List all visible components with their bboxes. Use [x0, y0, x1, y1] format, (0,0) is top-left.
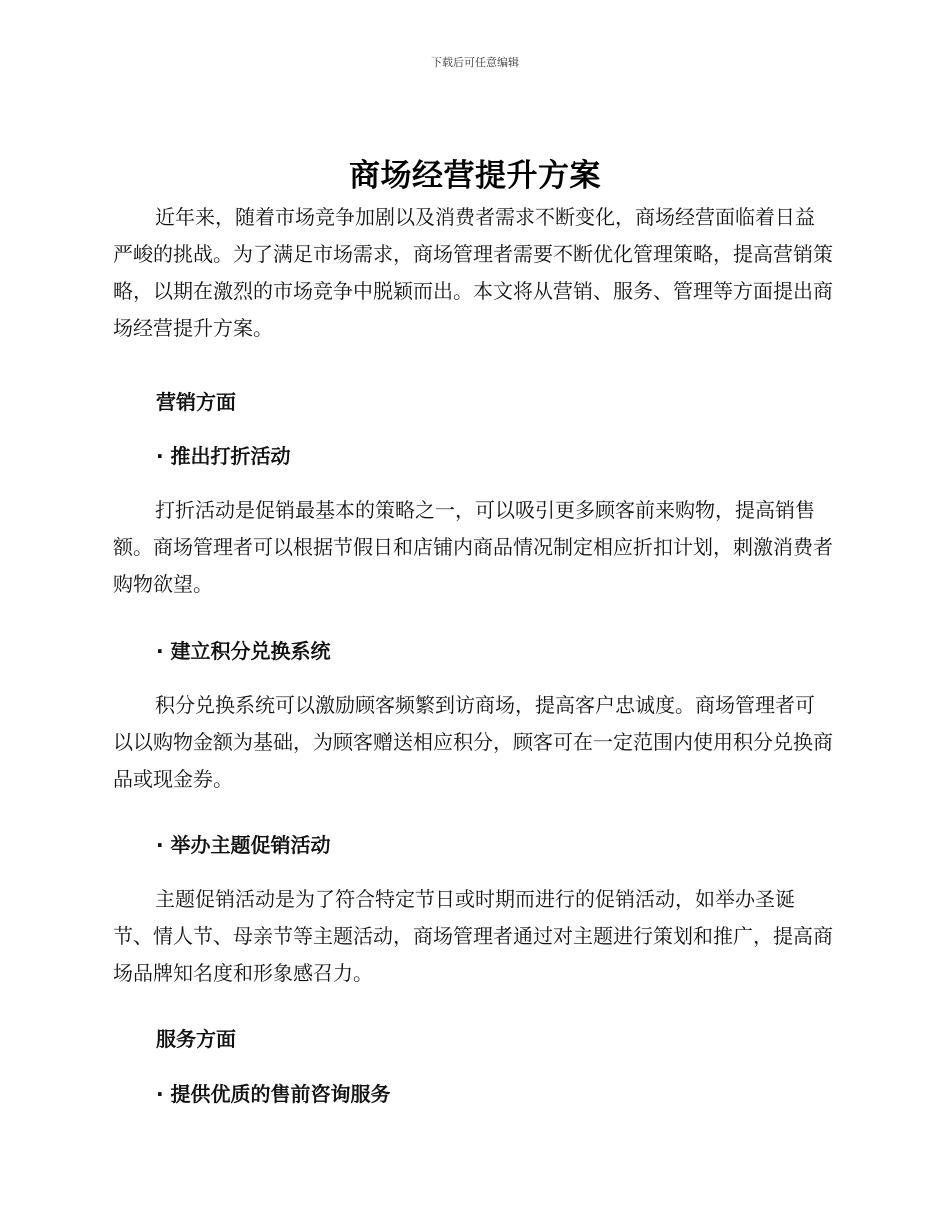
item-title-discount: · 推出打折活动 — [156, 444, 291, 468]
item-text-theme-promo: 主题促销活动是为了符合特定节日或时期而进行的促销活动，如举办圣诞节、情人节、母亲节等主题活动，商场管理者通过对主题进行策划和推广，提高商场品牌知名度和形象感召力。 — [113, 887, 833, 985]
page-header: 下载后可任意编辑 — [431, 56, 519, 69]
item-text-discount: 打折活动是促销最基本的策略之一，可以吸引更多顾客前来购物，提高销售额。商场管理者可以根据节假日和店铺内商品情况制定相应折扣计划，刺激消费者购物欲望。 — [113, 498, 833, 596]
item-title-theme-promo: · 举办主题促销活动 — [156, 833, 331, 857]
item-text-points: 积分兑换系统可以激励顾客频繁到访商场，提高客户忠诚度。商场管理者可以以购物金额为基础，为顾客赠送相应积分，顾客可在一定范围内使用积分兑换商品或现金券。 — [113, 693, 833, 791]
section-heading-service: 服务方面 — [156, 1027, 236, 1051]
intro-paragraph: 近年来，随着市场竞争加剧以及消费者需求不断变化，商场经营面临着日益严峻的挑战。为了满足市场需求，商场管理者需要不断优化管理策略，提高营销策略，以期在激烈的市场竞争中脱颖而出。本文将从营销、服务、管理等方面提出商场经营提升方案。 — [113, 205, 833, 340]
item-title-presale-consult: · 提供优质的售前咨询服务 — [156, 1082, 391, 1106]
item-title-points: · 建立积分兑换系统 — [156, 639, 331, 663]
document-title: 商场经营提升方案 — [349, 158, 601, 194]
section-heading-marketing: 营销方面 — [156, 390, 236, 414]
